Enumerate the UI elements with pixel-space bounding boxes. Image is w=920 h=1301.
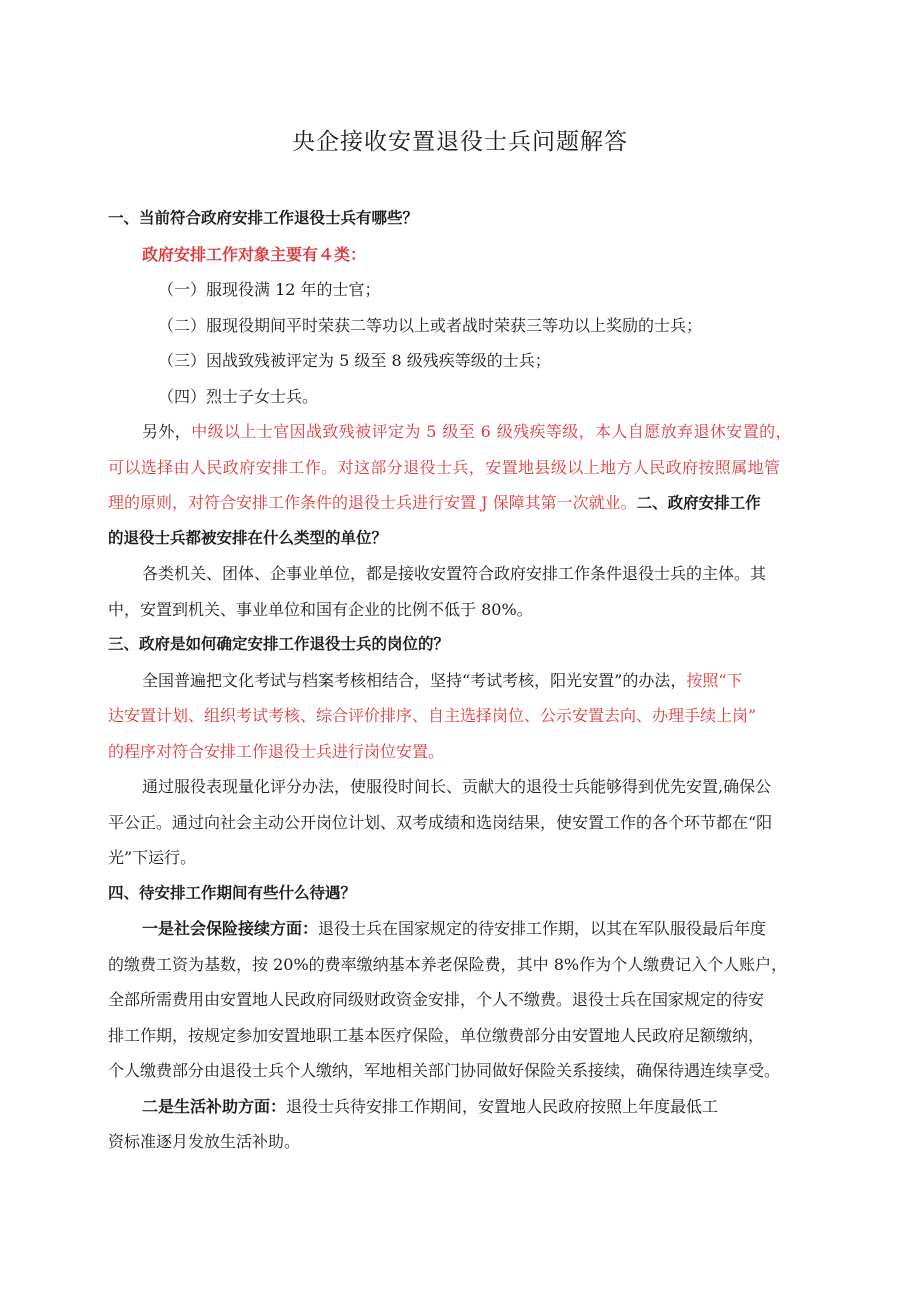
a3-line-1-red: 按照“下 [686,670,743,690]
q1-item-2: （二）服现役期间平时荣获二等功以上或者战时荣获三等功以上奖励的士兵； [158,315,703,335]
q1-item-1: （一）服现役满 12 年的士官； [158,280,381,299]
paragraph-line [108,414,824,450]
q1-lead-text: 政府安排工作对象主要有４类： [142,244,367,264]
a4-line-5: 个人缴费部分由退役士兵个人缴纳，军地相关部门协同做好保险关系接续，确保待遇连续享受。 [108,1061,781,1080]
a4-line-3: 全部所需费用由安置地人民政府同级财政资金安排，个人不缴费。退役士兵在国家规定的待安 [108,990,765,1009]
q1-item-4: （四）烈士子女士兵。 [158,386,319,406]
a4-line-6: 退役士兵待安排工作期间，安置地人民政府按照上年度最低工 [286,1096,719,1116]
question-3-heading: 三、政府是如何确定安排工作退役士兵的岗位的？ [108,635,450,653]
a4-lead-2: 二是生活补助方面： [142,1096,287,1116]
p1-red-text: 中级以上士官因战致残被评定为 5 级至 6 级残疾等级，本人自愿放弃退休安置的， [191,422,792,441]
answer-2-line-1: 各类机关、团体、企事业单位，都是接收安置符合政府安排工作条件退役士兵的主体。其 [142,564,767,583]
p1-prefix: 另外， [142,422,192,441]
a4-lead-1: 一是社会保险接续方面： [142,919,319,938]
paragraph-line [108,663,824,699]
a3-red-line-3: 的程序对符合安排工作退役士兵进行岗位安置。 [108,741,445,761]
a3-line-1-text: 全国普遍把文化考试与档案考核相结合，坚持“考试考核，阳光安置”的办法， [142,670,687,690]
a3-red-line-2: 达安置计划、组织考试考核、综合评价排序、自主选择岗位、公示安置去向、办理手续上岗” [108,706,757,725]
a4-line-1: 退役士兵在国家规定的待安排工作期，以其在军队服役最后年度 [318,919,767,938]
a4-line-2: 的缴费工资为基数，按 20%的费率缴纳基本养老保险费，其中 8%作为个人缴费记入个人账户， [108,954,788,974]
paragraph-line [108,485,824,521]
q1-item-3: （三）因战致残被评定为 5 级至 8 级残疾等级的士兵； [158,351,551,370]
a3b-line-1: 通过服役表现量化评分办法，使服役时间长、贡献大的退役士兵能够得到优先安置,确保公 [142,777,772,796]
a3b-line-3: 光”下运行。 [108,848,197,867]
question-2-heading-part2: 的退役士兵都被安排在什么类型的单位？ [108,528,388,547]
document-body [108,201,824,1160]
a4-line-4: 排工作期，按规定参加安置地职工基本医疗保险，单位缴费部分由安置地人民政府足额缴纳， [108,1025,765,1045]
question-1-heading: 一、当前符合政府安排工作退役士兵有哪些？ [108,209,419,227]
p1-red-line-2: 可以选择由人民政府安排工作。对这部分退役士兵，安置地县级以上地方人民政府按照属地管 [108,457,781,477]
question-4-heading: 四、待安排工作期间有些什么待遇？ [108,883,357,902]
document-title: 央企接收安置退役士兵问题解答 [292,129,628,155]
question-2-heading-part1: 二、政府安排工作 [636,494,761,512]
answer-2-line-2: 中，安置到机关、事业单位和国有企业的比例不低于 80%。 [108,599,533,619]
p1-red-line-3: 理的原则，对符合安排工作条件的退役士兵进行安置 J 保障其第一次就业。 [108,493,637,512]
paragraph-line [108,1089,824,1125]
a3b-line-2: 平公正。通过向社会主动公开岗位计划、双考成绩和选岗结果，使安置工作的各个环节都在“阳 [108,812,773,832]
paragraph-line [108,911,824,947]
a4-line-7: 资标准逐月发放生活补助。 [108,1132,301,1151]
